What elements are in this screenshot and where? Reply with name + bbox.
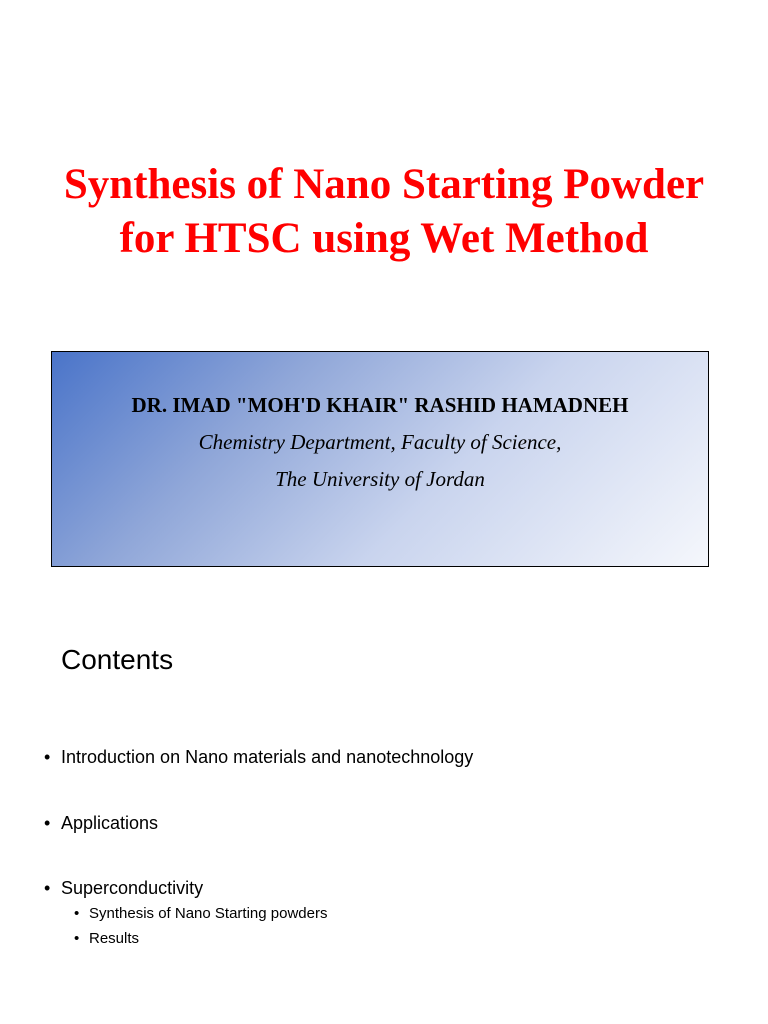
title-line-1: Synthesis of Nano Starting Powder (63, 161, 705, 208)
sub-list-item (74, 904, 328, 924)
sub-list-item-text: Synthesis of Nano Starting powders (89, 905, 328, 922)
bullet-icon: • (44, 813, 51, 833)
bullet-icon: • (74, 905, 80, 922)
sub-list-item (74, 929, 140, 949)
bullet-icon: • (44, 747, 51, 767)
author-box (51, 351, 709, 567)
bullet-icon: • (44, 878, 51, 898)
bullet-icon: • (74, 930, 80, 947)
author-name: DR. IMAD "MOH'D KHAIR" RASHID HAMADNEH (131, 393, 629, 417)
list-item-text: Introduction on Nano materials and nanotechnology (61, 747, 474, 767)
contents-heading: Contents (61, 644, 174, 675)
list-item-text: Superconductivity (61, 878, 204, 898)
affiliation-university: The University of Jordan (275, 467, 485, 491)
list-item (44, 811, 159, 835)
slide-title (0, 158, 768, 266)
list-item-text: Applications (61, 813, 159, 833)
affiliation-department: Chemistry Department, Faculty of Science, (198, 430, 562, 454)
list-item (44, 745, 474, 769)
list-item (44, 876, 204, 900)
sub-list-item-text: Results (89, 930, 140, 947)
title-line-2: for HTSC using Wet Method (119, 215, 649, 262)
